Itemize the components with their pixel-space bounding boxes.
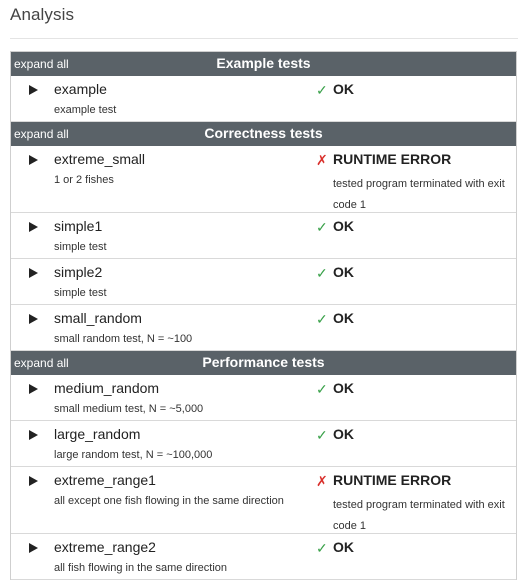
- test-status: OK: [333, 380, 354, 396]
- group-title: Correctness tests: [204, 125, 323, 141]
- test-name: extreme_range1: [54, 472, 156, 488]
- group-title: Performance tests: [202, 354, 325, 370]
- test-status: RUNTIME ERROR: [333, 151, 452, 167]
- check-icon: ✓: [316, 265, 328, 281]
- expand-all-button[interactable]: expand all: [14, 127, 69, 141]
- test-status: OK: [333, 218, 354, 234]
- test-name: extreme_small: [54, 151, 146, 167]
- expand-arrow-icon[interactable]: [29, 268, 38, 278]
- test-status: OK: [333, 264, 354, 280]
- group-header-correctness-tests: [11, 122, 516, 146]
- cross-icon: ✗: [316, 152, 328, 168]
- title-divider: [10, 38, 518, 39]
- test-name: large_random: [54, 426, 141, 442]
- page-title: Analysis: [10, 5, 75, 24]
- expand-arrow-icon[interactable]: [29, 155, 38, 165]
- test-name: example: [54, 81, 107, 97]
- test-row[interactable]: [11, 76, 516, 122]
- test-status: RUNTIME ERROR: [333, 472, 452, 488]
- expand-arrow-icon[interactable]: [29, 543, 38, 553]
- group-header-example-tests: [11, 52, 516, 76]
- test-row[interactable]: [11, 375, 516, 421]
- test-description: 1 or 2 fishes: [54, 174, 114, 186]
- expand-arrow-icon[interactable]: [29, 476, 38, 486]
- group-title: Example tests: [216, 55, 311, 71]
- expand-arrow-icon[interactable]: [29, 314, 38, 324]
- expand-arrow-icon[interactable]: [29, 430, 38, 440]
- check-icon: ✓: [316, 82, 328, 98]
- test-description: small random test, N = ~100: [54, 333, 193, 345]
- check-icon: ✓: [316, 311, 328, 327]
- test-name: simple1: [54, 218, 103, 234]
- check-icon: ✓: [316, 540, 328, 556]
- test-row[interactable]: [11, 146, 516, 213]
- test-status: OK: [333, 426, 354, 442]
- test-row[interactable]: [11, 534, 516, 580]
- group-header-performance-tests: [11, 351, 516, 375]
- test-description: all except one fish flowing in the same direction: [54, 495, 284, 507]
- test-name: simple2: [54, 264, 103, 280]
- check-icon: ✓: [316, 381, 328, 397]
- test-name: small_random: [54, 310, 142, 326]
- test-row[interactable]: [11, 421, 516, 467]
- test-description: example test: [54, 104, 117, 116]
- test-description: small medium test, N = ~5,000: [54, 403, 204, 415]
- test-row[interactable]: [11, 213, 516, 259]
- test-name: medium_random: [54, 380, 160, 396]
- expand-arrow-icon[interactable]: [29, 85, 38, 95]
- test-row[interactable]: [11, 467, 516, 534]
- expand-all-button[interactable]: expand all: [14, 356, 69, 370]
- check-icon: ✓: [316, 219, 328, 235]
- cross-icon: ✗: [316, 473, 328, 489]
- test-status: OK: [333, 539, 354, 555]
- test-description: all fish flowing in the same direction: [54, 562, 228, 574]
- test-name: extreme_range2: [54, 539, 156, 555]
- test-row[interactable]: [11, 305, 516, 351]
- test-status: OK: [333, 310, 354, 326]
- expand-arrow-icon[interactable]: [29, 384, 38, 394]
- test-row[interactable]: [11, 259, 516, 305]
- test-description: simple test: [54, 287, 107, 299]
- analysis-table: [10, 51, 517, 580]
- expand-all-button[interactable]: expand all: [14, 57, 69, 71]
- expand-arrow-icon[interactable]: [29, 222, 38, 232]
- status-detail: tested program terminated with exit code 1: [333, 178, 505, 211]
- check-icon: ✓: [316, 427, 328, 443]
- test-description: simple test: [54, 241, 107, 253]
- status-detail: tested program terminated with exit code 1: [333, 499, 505, 532]
- test-status: OK: [333, 81, 354, 97]
- test-description: large random test, N = ~100,000: [54, 449, 213, 461]
